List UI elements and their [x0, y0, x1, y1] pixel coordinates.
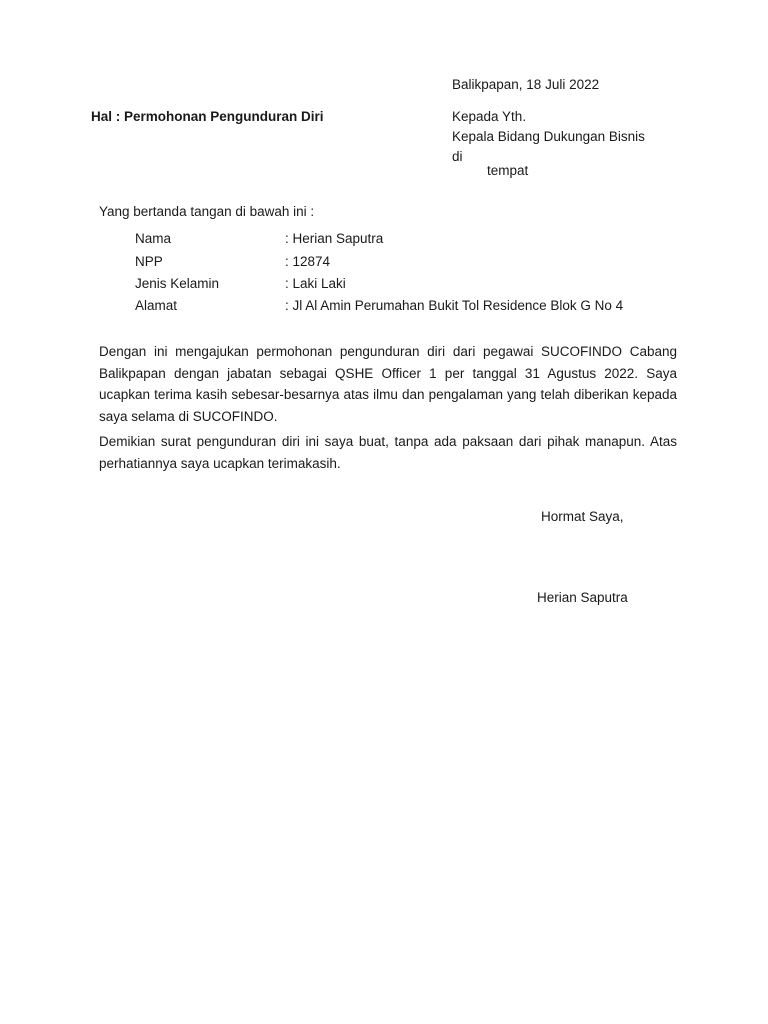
- identity-label: Jenis Kelamin: [135, 276, 220, 291]
- identity-row-address: [135, 297, 695, 315]
- identity-value: : Herian Saputra: [285, 231, 384, 246]
- recipient-line-1: Kepada Yth.: [452, 109, 527, 124]
- signer-name: Herian Saputra: [537, 590, 628, 605]
- recipient-line-4: tempat: [487, 163, 529, 178]
- identity-row-name: [135, 230, 695, 248]
- body-paragraph-1: Dengan ini mengajukan permohonan pengunduran diri dari pegawai SUCOFINDO Cabang Balikpapan dengan jabatan sebagai QSHE Officer 1 per tanggal 31 Agustus 2022. Saya ucapkan terima kasih sebesar-besarnya atas ilmu dan pengalaman yang telah diberikan kepada saya selama di SUCOFINDO.: [99, 344, 677, 424]
- identity-value: : Jl Al Amin Perumahan Bukit Tol Residence Blok G No 4: [285, 298, 624, 313]
- identity-label: NPP: [135, 254, 163, 269]
- identity-label: Alamat: [135, 298, 178, 313]
- intro-text: Yang bertanda tangan di bawah ini :: [99, 204, 315, 219]
- recipient-line-3: di: [452, 149, 463, 164]
- recipient-line-2: Kepala Bidang Dukungan Bisnis: [452, 129, 645, 144]
- identity-label: Nama: [135, 231, 172, 246]
- letter-subject: Hal : Permohonan Pengunduran Diri: [91, 109, 324, 124]
- body-paragraph-2: Demikian surat pengunduran diri ini saya buat, tanpa ada paksaan dari pihak manapun. Atas perhatiannya saya ucapkan terimakasih.: [99, 434, 677, 471]
- closing-salutation: Hormat Saya,: [541, 509, 624, 524]
- identity-value: : Laki Laki: [285, 276, 346, 291]
- identity-row-npp: [135, 253, 695, 271]
- identity-row-gender: [135, 275, 695, 293]
- place-date: Balikpapan, 18 Juli 2022: [452, 77, 600, 92]
- identity-value: : 12874: [285, 254, 331, 269]
